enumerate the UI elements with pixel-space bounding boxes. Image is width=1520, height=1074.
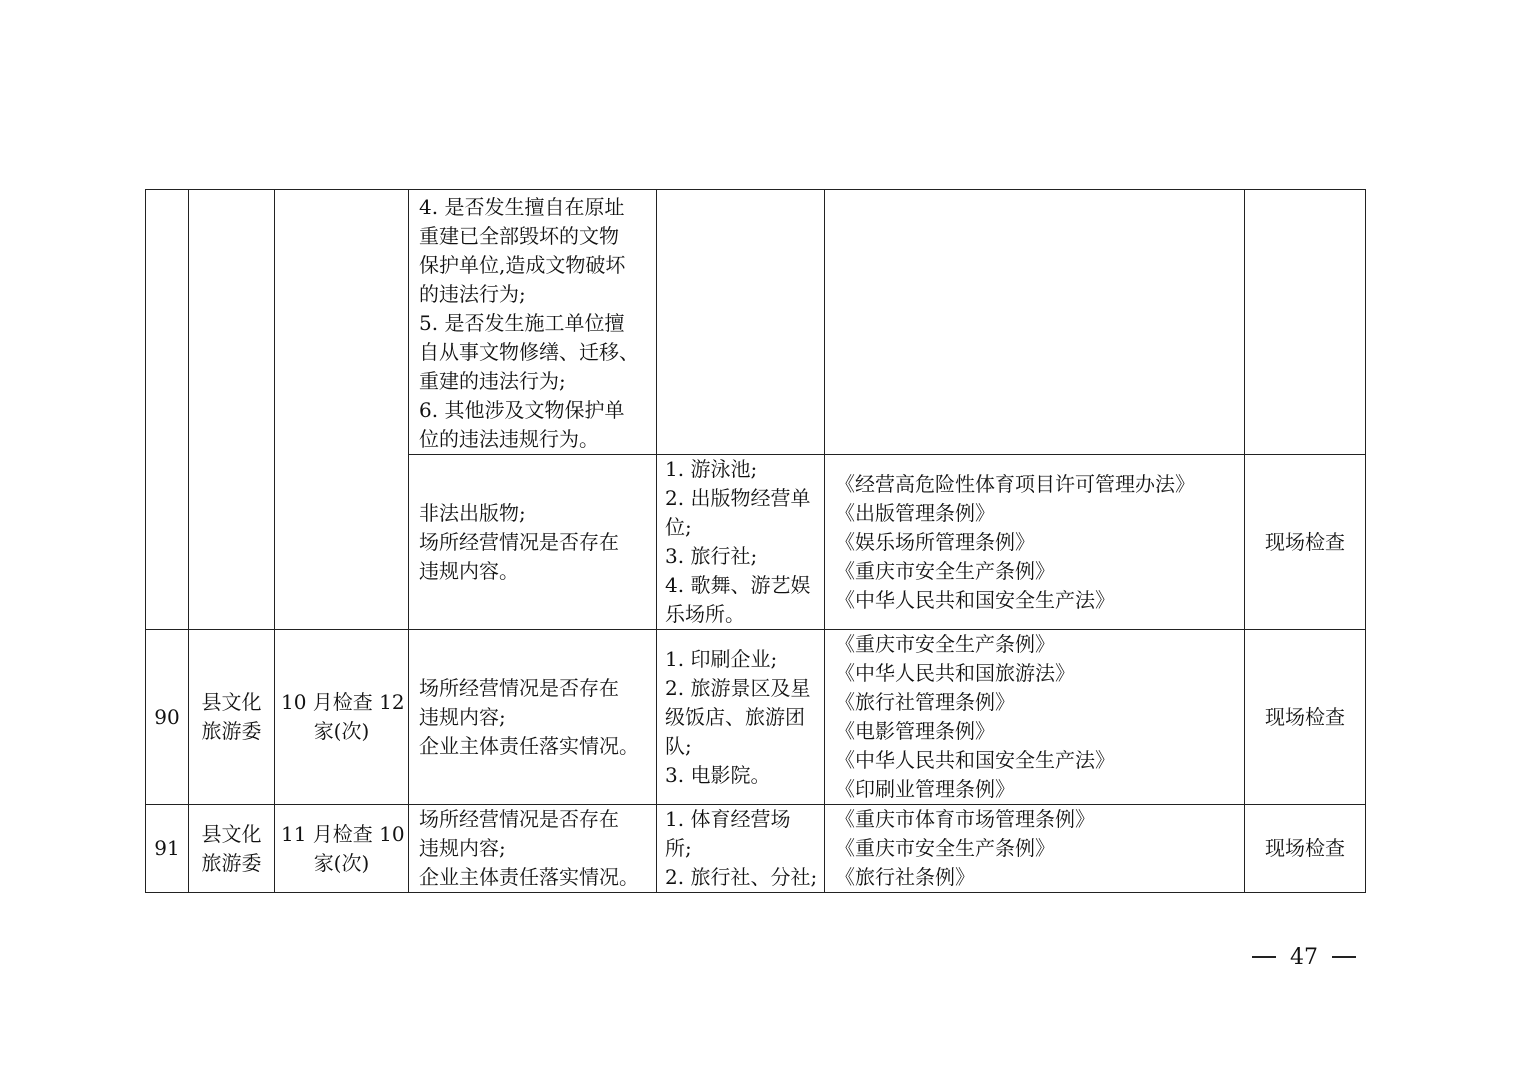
basis-line: 《印刷业管理条例》	[835, 777, 1015, 801]
plan-line: 10 月检查 12	[281, 690, 405, 714]
basis-line: 《中华人民共和国安全生产法》	[835, 587, 1115, 612]
department-line: 旅游委	[201, 719, 262, 743]
item-number-cell: 90	[146, 630, 189, 805]
department-line: 县文化	[201, 690, 262, 714]
department-line: 旅游委	[201, 850, 262, 875]
content-line: 非法出版物;	[419, 500, 526, 525]
plan-line: 家(次)	[313, 719, 370, 743]
method-cell: 现场检查	[1245, 630, 1366, 805]
basis-line: 《中华人民共和国旅游法》	[835, 661, 1075, 685]
table-row	[146, 190, 1366, 455]
plan-cell	[275, 805, 409, 893]
content-line: 重建的违法行为;	[419, 369, 566, 393]
content-line: 企业主体责任落实情况。	[419, 865, 639, 889]
plan-cell	[275, 190, 409, 630]
object-line: 1. 体育经营场	[665, 807, 791, 831]
plan-line: 11 月检查 10	[281, 821, 405, 846]
content-cell	[409, 455, 657, 630]
basis-line: 《重庆市安全生产条例》	[835, 836, 1055, 860]
left-dash-divider	[1252, 956, 1276, 957]
content-line: 位的违法违规行为。	[419, 427, 599, 451]
content-line: 5. 是否发生施工单位擅	[419, 311, 625, 335]
object-line: 3. 旅行社;	[665, 544, 758, 568]
method-cell: 现场检查	[1245, 805, 1366, 893]
page-number: 47	[1290, 944, 1318, 970]
content-line: 违规内容。	[419, 558, 519, 583]
object-line: 级饭店、旅游团	[665, 704, 805, 729]
table-row	[146, 805, 1366, 893]
plan-line: 家(次)	[313, 850, 370, 875]
content-line: 的违法行为;	[419, 282, 526, 306]
basis-cell	[825, 455, 1245, 630]
object-line: 位;	[665, 515, 692, 539]
content-line: 场所经营情况是否存在	[419, 529, 619, 554]
method-cell: 现场检查	[1245, 455, 1366, 630]
department-cell	[189, 190, 275, 630]
content-cell	[409, 805, 657, 893]
object-line: 所;	[665, 836, 692, 860]
inspection-table	[145, 189, 1366, 893]
object-line: 3. 电影院。	[665, 762, 771, 787]
basis-line: 《重庆市安全生产条例》	[835, 558, 1055, 583]
basis-line: 《经营高危险性体育项目许可管理办法》	[835, 471, 1195, 496]
plan-cell	[275, 630, 409, 805]
object-line: 1. 游泳池;	[665, 457, 758, 481]
right-dash-divider	[1332, 956, 1356, 957]
content-line: 场所经营情况是否存在	[419, 675, 619, 700]
basis-line: 《出版管理条例》	[835, 500, 995, 525]
content-line: 保护单位,造成文物破坏	[419, 253, 626, 277]
object-cell	[657, 190, 825, 455]
basis-cell	[825, 630, 1245, 805]
basis-line: 《中华人民共和国安全生产法》	[835, 748, 1115, 772]
content-cell	[409, 630, 657, 805]
basis-line: 《电影管理条例》	[835, 719, 995, 743]
basis-line: 《重庆市体育市场管理条例》	[835, 807, 1095, 831]
object-line: 2. 旅行社、分社;	[665, 865, 818, 889]
content-line: 企业主体责任落实情况。	[419, 733, 639, 758]
table-row	[146, 630, 1366, 805]
department-cell	[189, 805, 275, 893]
object-line: 乐场所。	[665, 602, 745, 626]
basis-cell	[825, 190, 1245, 455]
page-footer	[1252, 940, 1356, 974]
object-line: 2. 出版物经营单	[665, 486, 811, 510]
content-line: 场所经营情况是否存在	[419, 807, 619, 831]
basis-line: 《旅行社管理条例》	[835, 690, 1015, 714]
content-line: 违规内容;	[419, 704, 506, 729]
method-cell	[1245, 190, 1366, 455]
object-line: 4. 歌舞、游艺娱	[665, 573, 811, 597]
department-line: 县文化	[201, 821, 262, 846]
content-line: 自从事文物修缮、迁移、	[419, 340, 639, 364]
content-line: 重建已全部毁坏的文物	[419, 224, 619, 248]
object-line: 1. 印刷企业;	[665, 646, 778, 671]
basis-cell	[825, 805, 1245, 893]
object-line: 2. 旅游景区及星	[665, 675, 811, 700]
object-cell	[657, 455, 825, 630]
object-cell	[657, 630, 825, 805]
object-cell	[657, 805, 825, 893]
object-line: 队;	[665, 733, 692, 758]
content-cell	[409, 190, 657, 455]
content-line: 违规内容;	[419, 836, 506, 860]
department-cell	[189, 630, 275, 805]
basis-line: 《重庆市安全生产条例》	[835, 632, 1055, 656]
basis-line: 《娱乐场所管理条例》	[835, 529, 1035, 554]
item-number-cell	[146, 190, 189, 630]
content-line: 4. 是否发生擅自在原址	[419, 195, 625, 219]
item-number-cell: 91	[146, 805, 189, 893]
content-line: 6. 其他涉及文物保护单	[419, 398, 625, 422]
basis-line: 《旅行社条例》	[835, 865, 975, 889]
